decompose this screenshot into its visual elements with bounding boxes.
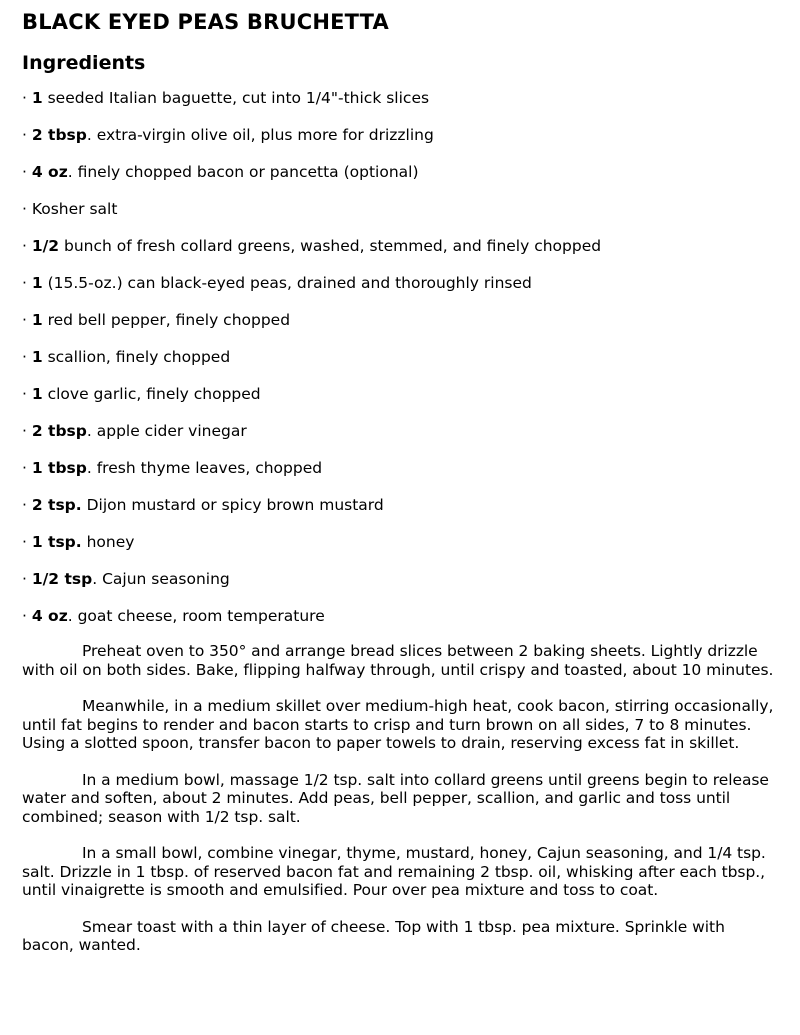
bullet: ·: [22, 496, 32, 514]
ingredient-text: honey: [81, 533, 135, 551]
recipe-title: BLACK EYED PEAS BRUCHETTA: [22, 10, 390, 34]
ingredient-amount: 1/2 tsp: [31, 570, 93, 588]
bullet: ·: [22, 533, 32, 551]
ingredient-text: . apple cider vinegar: [86, 422, 247, 440]
instructions: [22, 642, 778, 955]
ingredient-text: Kosher salt: [31, 200, 118, 218]
bullet: ·: [22, 422, 32, 440]
instruction-step: Smear toast with a thin layer of cheese. Top with 1 tbsp. pea mixture. Sprinkle with bacon, wanted.: [22, 917, 725, 954]
bullet: ·: [22, 607, 32, 625]
ingredient-text: . Cajun seasoning: [92, 570, 230, 588]
ingredient-item: [22, 162, 778, 182]
ingredient-item: [22, 495, 778, 515]
ingredient-item: [22, 199, 778, 219]
ingredient-amount: 4 oz: [31, 163, 68, 181]
ingredient-amount: 1: [31, 348, 43, 366]
ingredients-heading: Ingredients: [22, 52, 146, 74]
ingredient-item: [22, 421, 778, 441]
ingredient-amount: 1 tsp.: [31, 533, 82, 551]
ingredient-item: [22, 273, 778, 293]
ingredient-amount: 2 tsp.: [31, 496, 82, 514]
ingredient-item: [22, 88, 778, 108]
bullet: ·: [22, 200, 32, 218]
bullet: ·: [22, 348, 32, 366]
bullet: ·: [22, 89, 32, 107]
ingredient-text: Dijon mustard or spicy brown mustard: [81, 496, 384, 514]
ingredient-amount: 2 tbsp: [31, 422, 87, 440]
ingredient-item: [22, 310, 778, 330]
ingredient-item: [22, 569, 778, 589]
bullet: ·: [22, 459, 32, 477]
bullet: ·: [22, 570, 32, 588]
bullet: ·: [22, 163, 32, 181]
ingredient-text: . fresh thyme leaves, chopped: [86, 459, 323, 477]
bullet: ·: [22, 385, 32, 403]
instruction-step: In a medium bowl, massage 1/2 tsp. salt into collard greens until greens begin to release water and soften, about 2 minutes. Add peas, bell pepper, scallion, and garlic and toss until combined; season with 1/2 tsp. salt.: [22, 770, 769, 826]
ingredient-item: [22, 236, 778, 256]
ingredient-amount: 1: [31, 89, 43, 107]
instruction-step: Preheat oven to 350° and arrange bread slices between 2 baking sheets. Lightly drizzle with oil on both sides. Bake, flipping halfway through, until crispy and toasted, about 10 minutes.: [22, 642, 774, 679]
ingredient-amount: 1 tbsp: [31, 459, 87, 477]
ingredient-amount: 1: [31, 274, 43, 292]
ingredient-item: [22, 532, 778, 552]
ingredient-amount: 1: [31, 311, 43, 329]
ingredient-text: . extra-virgin olive oil, plus more for drizzling: [86, 126, 434, 144]
ingredients-list: [22, 88, 778, 626]
bullet: ·: [22, 237, 32, 255]
ingredient-text: clove garlic, finely chopped: [42, 385, 261, 403]
ingredient-text: scallion, finely chopped: [42, 348, 231, 366]
instruction-step: In a small bowl, combine vinegar, thyme, mustard, honey, Cajun seasoning, and 1/4 tsp. salt. Drizzle in 1 tbsp. of reserved bacon fat and remaining 2 tbsp. oil, whisking after each tbsp., until vinaigrette is smooth and emulsified. Pour over pea mixture and toss to coat.: [22, 844, 766, 899]
ingredient-item: [22, 347, 778, 367]
ingredient-text: . goat cheese, room temperature: [67, 607, 325, 625]
ingredient-item: [22, 458, 778, 478]
ingredient-text: bunch of fresh collard greens, washed, stemmed, and finely chopped: [59, 237, 602, 255]
bullet: ·: [22, 126, 32, 144]
ingredient-text: . finely chopped bacon or pancetta (optional): [67, 163, 419, 181]
ingredient-text: seeded Italian baguette, cut into 1/4"-thick slices: [42, 89, 430, 107]
bullet: ·: [22, 274, 32, 292]
ingredient-amount: 4 oz: [31, 607, 68, 625]
ingredient-item: [22, 606, 778, 626]
ingredient-text: red bell pepper, finely chopped: [42, 311, 291, 329]
ingredient-amount: 1/2: [31, 237, 60, 255]
ingredient-item: [22, 125, 778, 145]
ingredient-text: (15.5-oz.) can black-eyed peas, drained and thoroughly rinsed: [42, 274, 532, 292]
ingredient-amount: 2 tbsp: [31, 126, 87, 144]
bullet: ·: [22, 311, 32, 329]
ingredient-amount: 1: [31, 385, 43, 403]
ingredient-item: [22, 384, 778, 404]
instruction-step: Meanwhile, in a medium skillet over medium-high heat, cook bacon, stirring occasionally, until fat begins to render and bacon starts to crisp and turn brown on all sides, 7 to 8 minutes. Using a slotted spoon, transfer bacon to paper towels to drain, reserving excess fat in skillet.: [22, 697, 774, 752]
